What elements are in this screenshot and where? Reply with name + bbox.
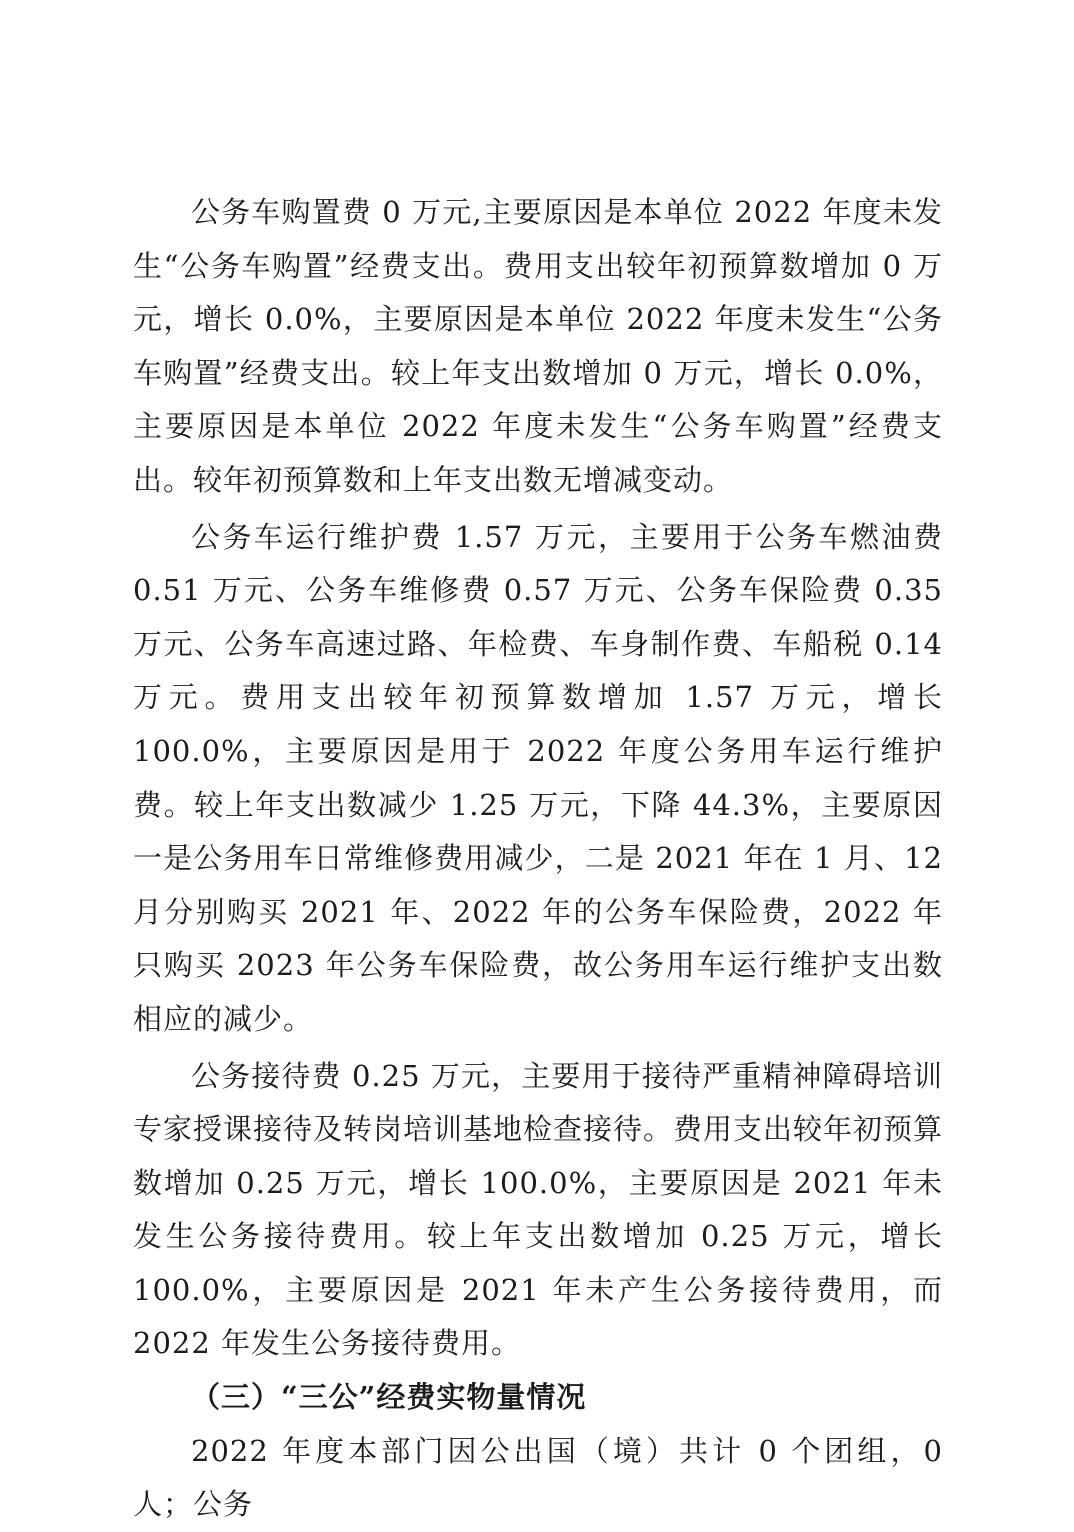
paragraph-reception: 公务接待费 0.25 万元，主要用于接待严重精神障碍培训专家授课接待及转岗培训基地检查接待。费用支出较年初预算数增加 0.25 万元，增长 100.0%，主要原因是 2021 年未发生公务接待费用。较上年支出数增加 0.25 万元，增长 100.0%，主要原因是 2021 年未产生公务接待费用，而 2022 年发生公务接待费用。: [133, 1058, 944, 1361]
document-body: [133, 186, 943, 1532]
section-heading: （三）“三公”经费实物量情况: [191, 1380, 587, 1415]
paragraph-overseas-travel: 2022 年度本部门因公出国（境）共计 0 个团组，0 人；公务: [133, 1433, 943, 1522]
paragraph-vehicle-purchase: 公务车购置费 0 万元,主要原因是本单位 2022 年度未发生“公务车购置”经费支出。费用支出较年初预算数增加 0 万元，增长 0.0%，主要原因是本单位 2022 年度未发生“公务车购置”经费支出。较上年支出数增加 0 万元，增长 0.0%，主要原因是本单位 2022 年度未发生“公务车购置”经费支出。较年初预算数和上年支出数无增减变动。: [133, 195, 943, 497]
paragraph-vehicle-maintenance: 公务车运行维护费 1.57 万元，主要用于公务车燃油费 0.51 万元、公务车维修费 0.57 万元、公务车保险费 0.35 万元、公务车高速过路、年检费、车身制作费、车船税 0.14 万元。费用支出较年初预算数增加 1.57 万元，增长 100.0%，主要原因是用于 2022 年度公务用车运行维护费。较上年支出数减少 1.25 万元，下降 44.3%，主要原因一是公务用车日常维修费用减少，二是 2021 年在 1 月、12 月分别购买 2021 年、2022 年的公务车保险费，2022 年只购买 2023 年公务车保险费，故公务用车运行维护支出数相应的减少。: [133, 519, 943, 1036]
